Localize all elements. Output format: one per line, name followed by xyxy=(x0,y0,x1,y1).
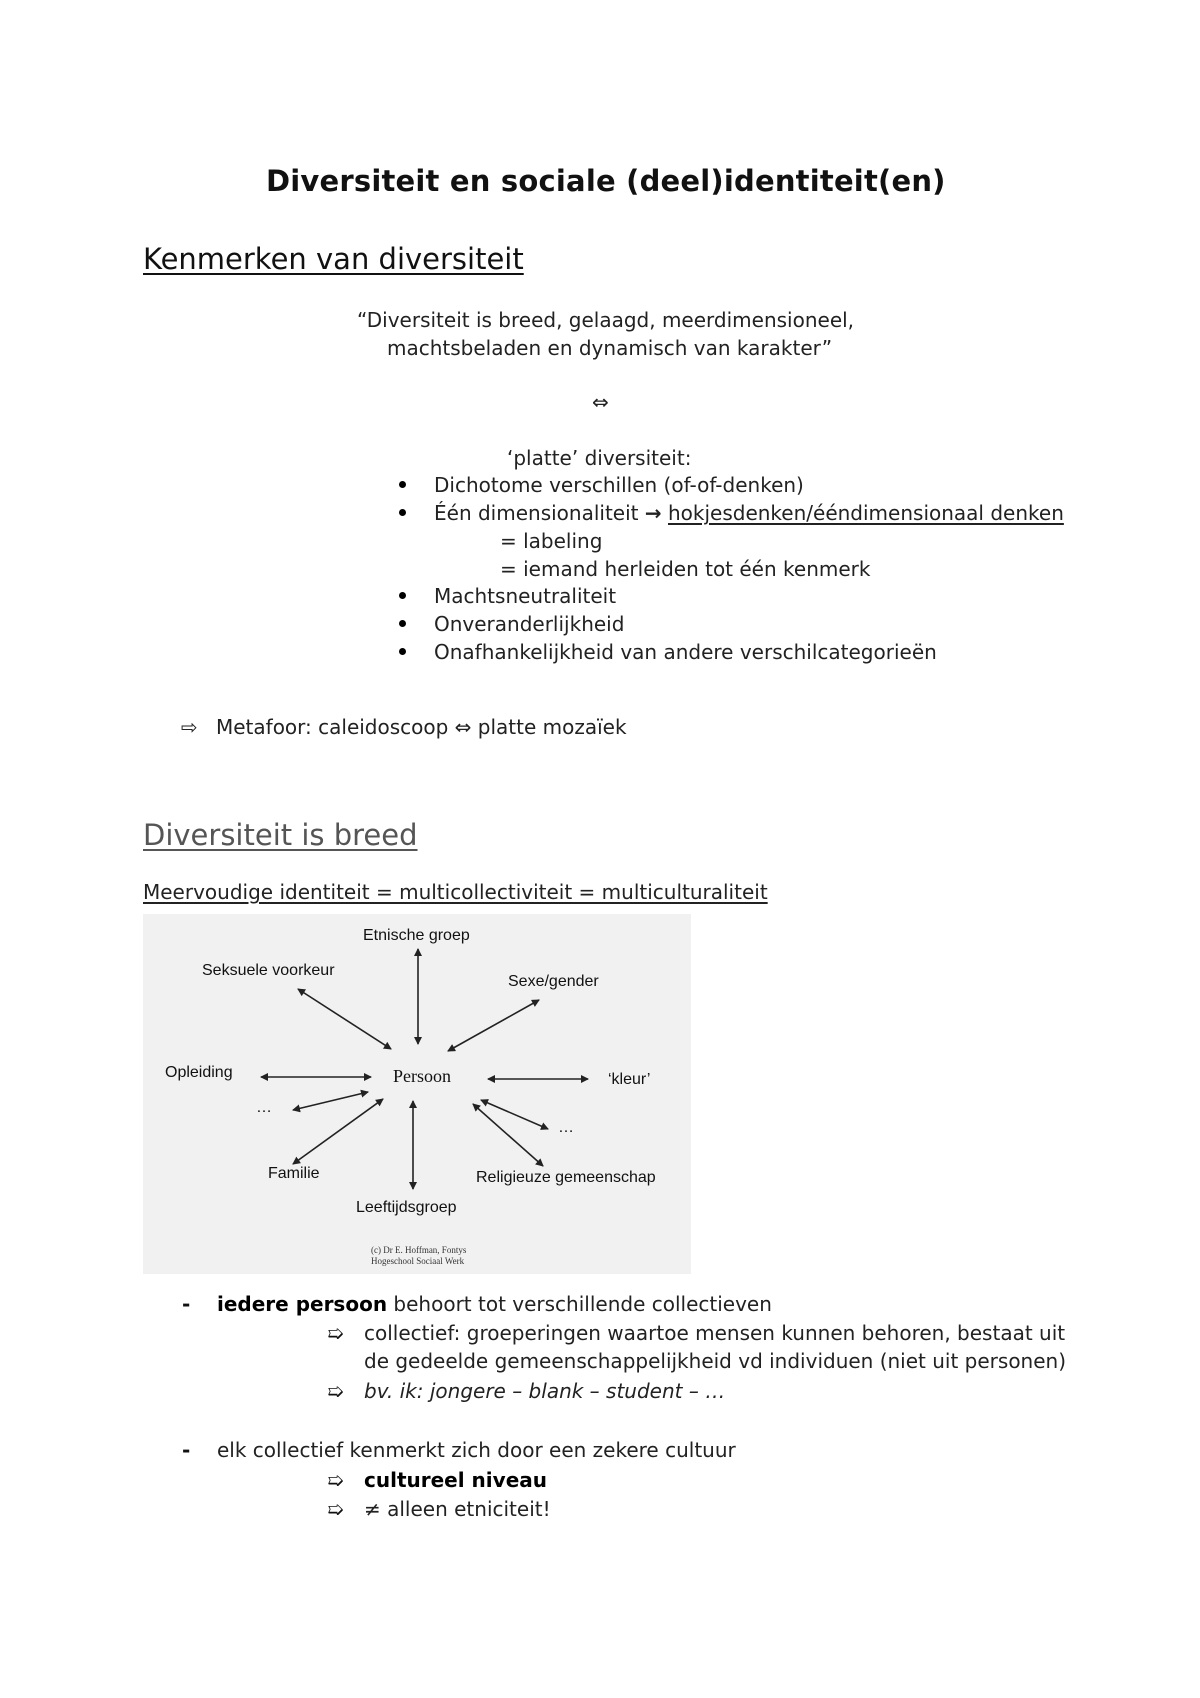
label-familie: Familie xyxy=(268,1165,320,1182)
label-leeftijd: Leeftijdsgroep xyxy=(356,1199,457,1216)
collectief-line-1: collectief: groeperingen waartoe mensen kunnen behoren, bestaat uit xyxy=(364,1321,1066,1345)
cultureel-niveau: cultureel niveau xyxy=(364,1468,547,1492)
bullet-dot xyxy=(399,509,406,516)
identity-diagram-svg xyxy=(143,914,691,1274)
metafoor-text: Metafoor: caleidoscoop ⇔ platte mozaïek xyxy=(216,715,627,739)
label-ellipsis-right: … xyxy=(558,1119,574,1136)
hokjesdenken-underlined: hokjesdenken/ééndimensionaal denken xyxy=(667,501,1064,525)
arrow-seksuele xyxy=(298,989,391,1049)
dash-bullet: - xyxy=(182,1292,191,1316)
sub-herleiden: = iemand herleiden tot één kenmerk xyxy=(500,557,871,581)
label-kleur: ‘kleur’ xyxy=(608,1071,651,1088)
bullet-onveranderlijkheid: Onveranderlijkheid xyxy=(434,612,625,636)
arrow-icon: ➯ xyxy=(327,1321,344,1345)
section-heading-kenmerken: Kenmerken van diversiteit xyxy=(143,242,524,276)
arrow-sexe xyxy=(448,1000,539,1051)
arrow-icon: ➯ xyxy=(327,1379,344,1403)
quote-line-1: “Diversiteit is breed, gelaagd, meerdimensioneel, xyxy=(357,308,855,332)
bullet-dichotome: Dichotome verschillen (of-of-denken) xyxy=(434,473,804,497)
bullet-dot xyxy=(399,481,406,488)
collectief-line-2: de gedeelde gemeenschappelijkheid vd individuen (niet uit personen) xyxy=(364,1349,1067,1373)
item-elk-collectief: elk collectief kenmerkt zich door een zekere cultuur xyxy=(217,1438,736,1462)
label-opleiding: Opleiding xyxy=(165,1064,233,1081)
hollow-arrow-icon: ⇨ xyxy=(181,715,198,739)
sub-labeling: = labeling xyxy=(500,529,603,553)
bullet-dot xyxy=(399,592,406,599)
bullet-machtsneutraliteit: Machtsneutraliteit xyxy=(434,584,617,608)
arrow-familie xyxy=(293,1099,383,1164)
section-heading-breed: Diversiteit is breed xyxy=(143,818,418,852)
dash-bullet: - xyxy=(182,1438,191,1462)
identity-diagram xyxy=(143,914,691,1274)
quote-line-2: machtsbeladen en dynamisch van karakter” xyxy=(387,336,833,360)
arrow-icon: ➯ xyxy=(327,1497,344,1521)
arrow-religieuze xyxy=(473,1104,543,1166)
platte-diversiteit-label: ‘platte’ diversiteit: xyxy=(507,446,692,470)
item-iedere-persoon xyxy=(217,1292,772,1316)
label-persoon: Persoon xyxy=(393,1066,451,1086)
arrow-icon: ➯ xyxy=(327,1468,344,1492)
label-etnische: Etnische groep xyxy=(363,927,470,944)
arrow-ellipsis-right xyxy=(481,1100,548,1129)
label-sexe: Sexe/gender xyxy=(508,973,599,990)
bullet-een-dimensionaliteit-text: Één dimensionaliteit xyxy=(434,501,639,525)
bullet-dot xyxy=(399,620,406,627)
label-religieuze: Religieuze gemeenschap xyxy=(476,1169,656,1186)
arrow-ellipsis-left xyxy=(293,1092,368,1110)
example-ik: bv. ik: jongere – blank – student – … xyxy=(364,1379,726,1403)
label-ellipsis-left: … xyxy=(256,1099,272,1116)
niet-alleen-etniciteit: ≠ alleen etniciteit! xyxy=(364,1497,551,1521)
meervoudige-identiteit-heading: Meervoudige identiteit = multicollectiviteit = multiculturaliteit xyxy=(143,880,768,904)
credit-line-1: (c) Dr E. Hoffman, Fontys xyxy=(371,1245,467,1255)
iedere-persoon-bold: iedere persoon xyxy=(217,1292,388,1316)
bullet-een-dimensionaliteit xyxy=(434,501,1064,525)
credit-line-2: Hogeschool Sociaal Werk xyxy=(371,1256,465,1266)
bullet-onafhankelijkheid: Onafhankelijkheid van andere verschilcategorieën xyxy=(434,640,937,664)
equivalence-symbol: ⇔ xyxy=(592,390,609,414)
iedere-persoon-rest: behoort tot verschillende collectieven xyxy=(387,1292,772,1316)
bullet-dot xyxy=(399,648,406,655)
page-title: Diversiteit en sociale (deel)identiteit(en) xyxy=(266,164,946,198)
label-seksuele: Seksuele voorkeur xyxy=(202,962,335,979)
right-arrow-icon: → xyxy=(644,501,662,525)
